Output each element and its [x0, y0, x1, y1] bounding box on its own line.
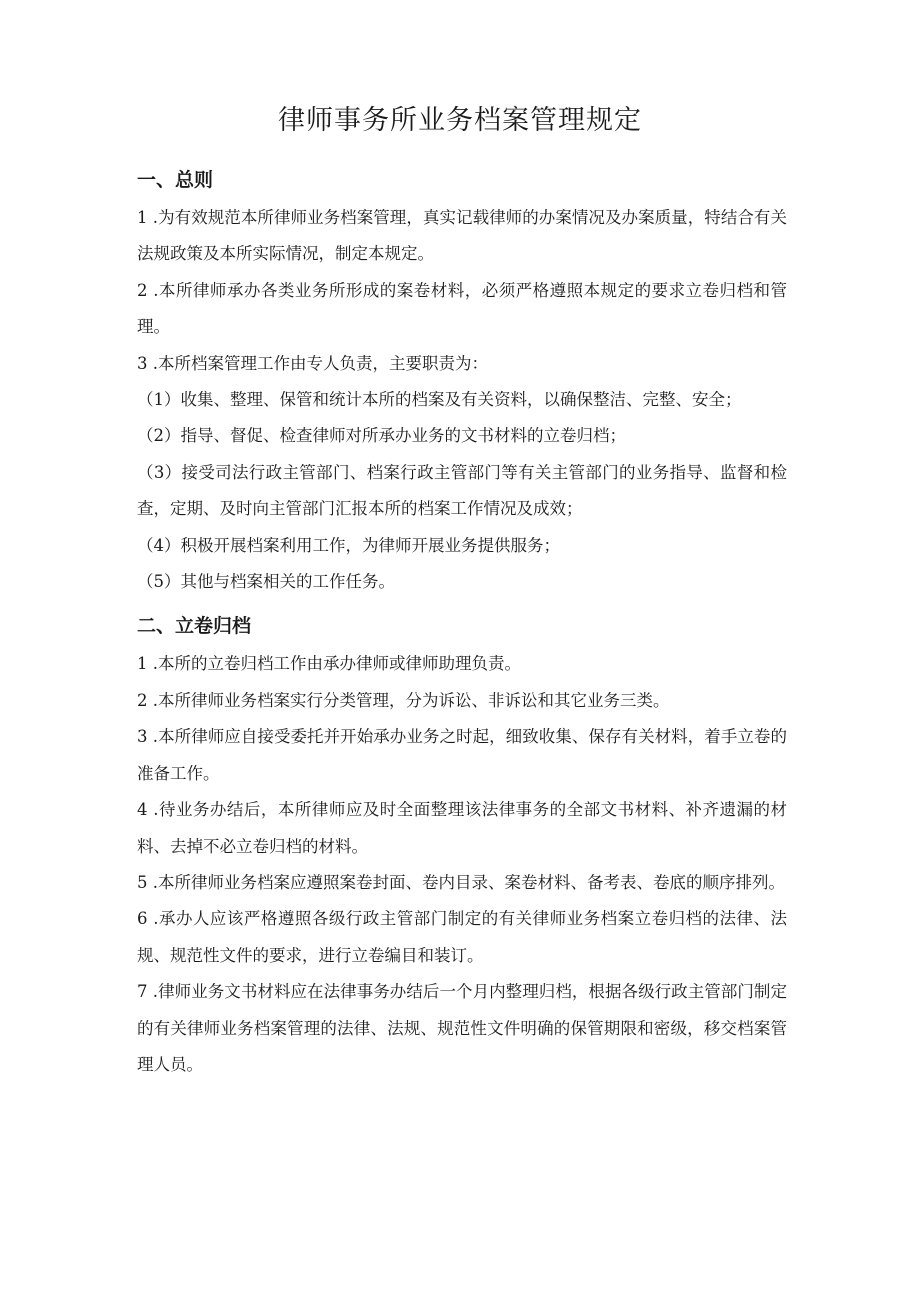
list-item: （4）积极开展档案利用工作，为律师开展业务提供服务； [137, 535, 560, 555]
paragraph: 1 .本所的立卷归档工作由承办律师或律师助理负责。 [137, 654, 521, 674]
paragraph: 3 .本所律师应自接受委托并开始承办业务之时起，细致收集、保存有关材料，着手立卷的准备工作。 [137, 727, 787, 783]
section-general-provisions [137, 160, 787, 600]
section-filing [137, 606, 787, 1083]
list-item: （1）收集、整理、保管和统计本所的档案及有关资料，以确保整洁、完整、安全； [137, 390, 742, 410]
paragraph: 6 .承办人应该严格遵照各级行政主管部门制定的有关律师业务档案立卷归档的法律、法规、规范性文件的要求，进行立卷编目和装订。 [137, 909, 787, 965]
document-title: 律师事务所业务档案管理规定 [278, 105, 642, 136]
section-heading: 一、总则 [137, 169, 214, 191]
paragraph: 2 .本所律师业务档案实行分类管理，分为诉讼、非诉讼和其它业务三类。 [137, 690, 670, 710]
paragraph: 2 .本所律师承办各类业务所形成的案卷材料，必须严格遵照本规定的要求立卷归档和管理。 [137, 280, 787, 337]
paragraph: 5 .本所律师业务档案应遵照案卷封面、卷内目录、案卷材料、备考表、卷底的顺序排列。 [137, 872, 785, 892]
paragraph: 1 .为有效规范本所律师业务档案管理，真实记载律师的办案情况及办案质量，特结合有关法规政策及本所实际情况，制定本规定。 [137, 208, 787, 264]
paragraph: 7 .律师业务文书材料应在法律事务办结后一个月内整理归档，根据各级行政主管部门制定的有关律师业务档案管理的法律、法规、规范性文件明确的保管期限和密级，移交档案管理人员。 [137, 982, 787, 1074]
paragraph: 4 .待业务办结后，本所律师应及时全面整理该法律事务的全部文书材料、补齐遗漏的材料、去掉不必立卷归档的材料。 [137, 800, 787, 856]
list-item: （2）指导、督促、检查律师对所承办业务的文书材料的立卷归档； [137, 426, 626, 446]
list-item: （3）接受司法行政主管部门、档案行政主管部门等有关主管部门的业务指导、监督和检查，定期、及时向主管部门汇报本所的档案工作情况及成效； [137, 462, 787, 519]
section-heading: 二、立卷归档 [137, 615, 252, 638]
document-body [137, 160, 787, 1083]
list-item: （5）其他与档案相关的工作任务。 [137, 572, 395, 592]
paragraph: 3 .本所档案管理工作由专人负责，主要职责为： [137, 353, 488, 373]
